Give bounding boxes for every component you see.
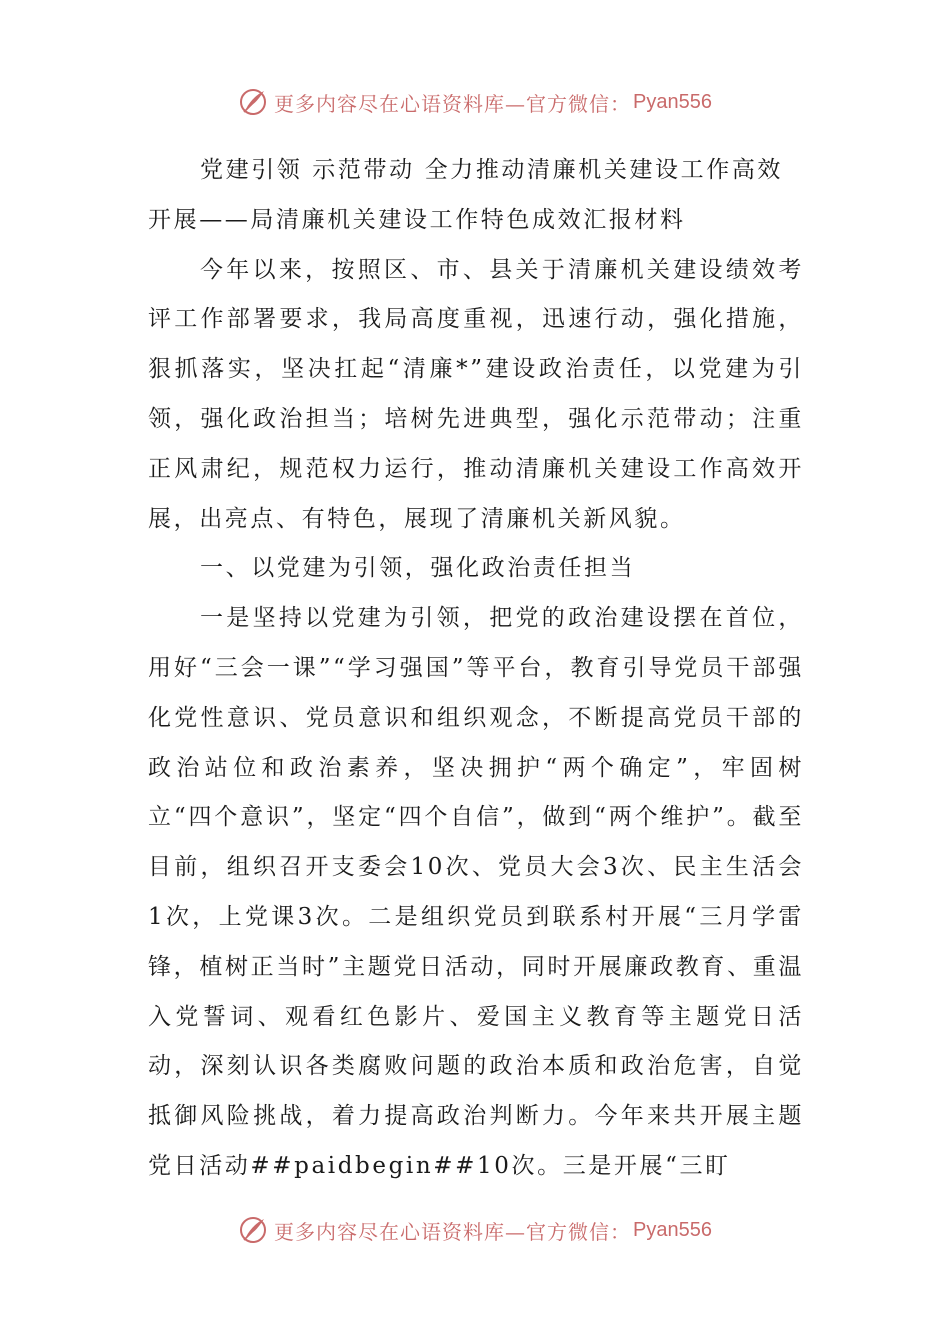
section-heading-1: 一、以党建为引领，强化政治责任担当 (200, 555, 636, 582)
document-title: 党建引领 示范带动 全力推动清廉机关建设工作高效开展——局清廉机关建设工作特色成效汇报材料 (148, 157, 784, 233)
watermark-text: 更多内容尽在心语资料库—官方微信： (274, 91, 632, 116)
watermark-wechat-id: Pyan556 (633, 90, 712, 113)
paragraph-intro: 今年以来，按照区、市、县关于清廉机关建设绩效考评工作部署要求，我局高度重视，迅速行动，强化措施，狠抓落实，坚决扛起“清廉*”建设政治责任，以党建为引领，强化政治担当；培树先进典型，强化示范带动；注重正风肃纪，规范权力运行，推动清廉机关建设工作高效开展，出亮点、有特色，展现了清廉机关新风貌。 (148, 256, 804, 532)
document-body (148, 146, 804, 1192)
header-watermark (0, 82, 950, 122)
footer-watermark (0, 1210, 950, 1250)
feather-logo-icon (238, 87, 268, 117)
feather-logo-icon (238, 1215, 268, 1245)
watermark-text: 更多内容尽在心语资料库—官方微信： (274, 1219, 632, 1244)
paragraph-section-1: 一是坚持以党建为引领，把党的政治建设摆在首位，用好“三会一课”“学习强国”等平台，教育引导党员干部强化党性意识、党员意识和组织观念，不断提高党员干部的政治站位和政治素养，坚决拥护“两个确定”，牢固树立“四个意识”，坚定“四个自信”，做到“两个维护”。截至目前，组织召开支委会10次、党员大会3次、民主生活会1次，上党课3次。二是组织党员到联系村开展“三月学雷锋，植树正当时”主题党日活动，同时开展廉政教育、重温入党誓词、观看红色影片、爱国主义教育等主题党日活动，深刻认识各类腐败问题的政治本质和政治危害，自觉抵御风险挑战，着力提高政治判断力。今年来共开展主题党日活动##paidbegin##10次。三是开展“三盯 (148, 605, 804, 1179)
watermark-wechat-id: Pyan556 (633, 1218, 712, 1241)
